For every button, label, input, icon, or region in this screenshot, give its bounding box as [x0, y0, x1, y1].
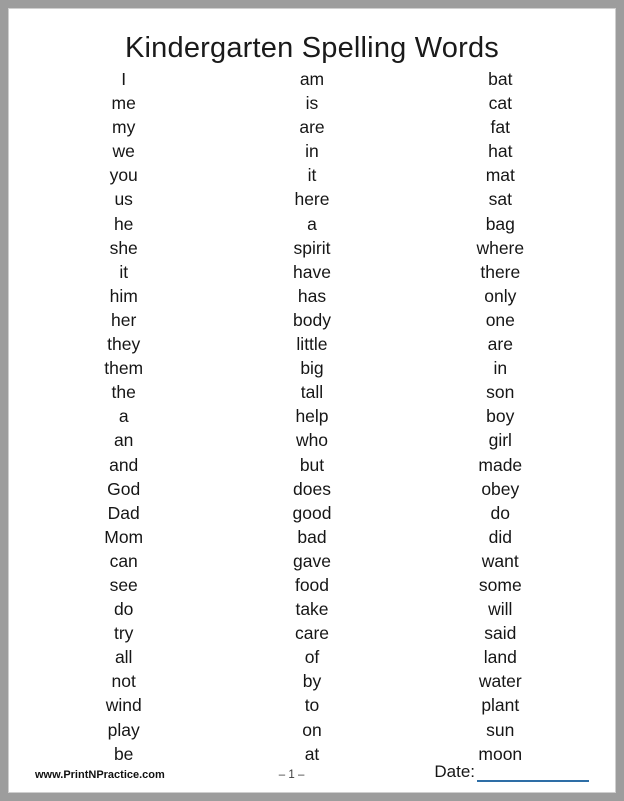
worksheet-page	[8, 8, 616, 793]
word-item: hat	[488, 141, 513, 162]
word-item: be	[113, 743, 134, 764]
word-item: said	[484, 623, 517, 644]
word-item: can	[109, 550, 138, 571]
word-item: is	[305, 93, 319, 114]
word-item: made	[478, 454, 523, 475]
word-column-1	[43, 67, 204, 766]
word-item: us	[114, 189, 133, 210]
word-item: one	[485, 309, 515, 330]
word-item: fat	[490, 117, 511, 138]
word-column-3	[420, 67, 581, 766]
word-item: try	[113, 623, 134, 644]
worksheet-sheet	[9, 9, 615, 792]
word-item: food	[294, 574, 330, 595]
word-item: will	[488, 599, 513, 620]
word-item: God	[107, 478, 141, 499]
word-item: who	[295, 430, 329, 451]
word-item: moon	[478, 743, 523, 764]
date-field[interactable]	[434, 762, 589, 782]
word-item: take	[295, 599, 329, 620]
word-item: an	[113, 430, 134, 451]
word-item: I	[121, 69, 127, 89]
word-item: there	[480, 261, 521, 282]
word-item: land	[483, 647, 517, 668]
word-item: have	[293, 261, 331, 282]
word-item: mat	[485, 165, 515, 186]
word-item: body	[293, 309, 331, 330]
word-item: care	[294, 623, 330, 644]
word-item: bat	[488, 69, 513, 89]
site-credit: www.PrintNPractice.com	[35, 769, 165, 781]
word-item: do	[113, 599, 134, 620]
word-item: obey	[481, 478, 520, 499]
word-item: you	[109, 165, 138, 186]
page-title: Kindergarten Spelling Words	[124, 32, 500, 64]
word-item: big	[300, 358, 324, 379]
word-item: do	[490, 502, 511, 523]
word-item: help	[295, 406, 329, 427]
word-item: him	[109, 285, 138, 306]
word-item: bad	[297, 526, 327, 547]
word-item: are	[299, 117, 325, 138]
word-item: where	[476, 237, 525, 258]
word-item: he	[113, 213, 134, 234]
date-label: Date:	[434, 762, 475, 781]
word-item: bag	[485, 213, 515, 234]
date-write-line[interactable]	[477, 766, 589, 782]
word-item: it	[119, 261, 129, 282]
word-item: boy	[486, 406, 515, 427]
word-item: all	[114, 647, 133, 668]
word-item: not	[111, 671, 136, 692]
word-item: on	[302, 719, 322, 740]
word-item: a	[307, 213, 317, 234]
word-item: by	[302, 671, 322, 692]
word-columns	[9, 67, 615, 766]
word-item: it	[307, 165, 317, 186]
word-item: does	[293, 478, 331, 499]
word-item: in	[305, 141, 319, 162]
word-item: but	[299, 454, 325, 475]
word-item: gave	[293, 550, 331, 571]
word-item: her	[111, 309, 137, 330]
word-item: good	[292, 502, 332, 523]
word-item: son	[486, 382, 515, 403]
word-item: at	[304, 743, 320, 764]
word-item: girl	[488, 430, 512, 451]
word-item: only	[484, 285, 517, 306]
word-column-2	[231, 67, 392, 766]
word-item: the	[111, 382, 136, 403]
word-item: cat	[488, 93, 512, 114]
word-item: tall	[300, 382, 324, 403]
word-item: wind	[105, 695, 142, 716]
word-item: and	[109, 454, 139, 475]
word-item: in	[493, 358, 508, 379]
word-item: here	[294, 189, 330, 210]
word-item: plant	[481, 695, 520, 716]
word-item: water	[478, 671, 522, 692]
word-item: them	[104, 358, 144, 379]
word-item: see	[109, 574, 138, 595]
word-item: Mom	[104, 526, 144, 547]
word-item: to	[304, 695, 320, 716]
page-footer	[9, 762, 615, 782]
word-item: want	[481, 550, 519, 571]
word-item: spirit	[293, 237, 331, 258]
word-item: are	[487, 334, 513, 355]
word-item: Dad	[107, 502, 140, 523]
word-item: she	[109, 237, 138, 258]
word-item: me	[111, 93, 136, 114]
word-item: has	[297, 285, 327, 306]
word-item: a	[118, 406, 129, 427]
word-item: they	[107, 334, 141, 355]
page-number: – 1 –	[278, 769, 305, 781]
word-item: my	[112, 117, 136, 138]
word-item: sat	[488, 189, 512, 210]
word-item: play	[107, 719, 140, 740]
word-item: little	[296, 334, 328, 355]
word-item: of	[304, 647, 320, 668]
word-item: did	[488, 526, 512, 547]
word-item: sun	[486, 719, 515, 740]
word-item: we	[112, 141, 135, 162]
word-item: some	[478, 574, 522, 595]
word-item: am	[299, 69, 325, 89]
